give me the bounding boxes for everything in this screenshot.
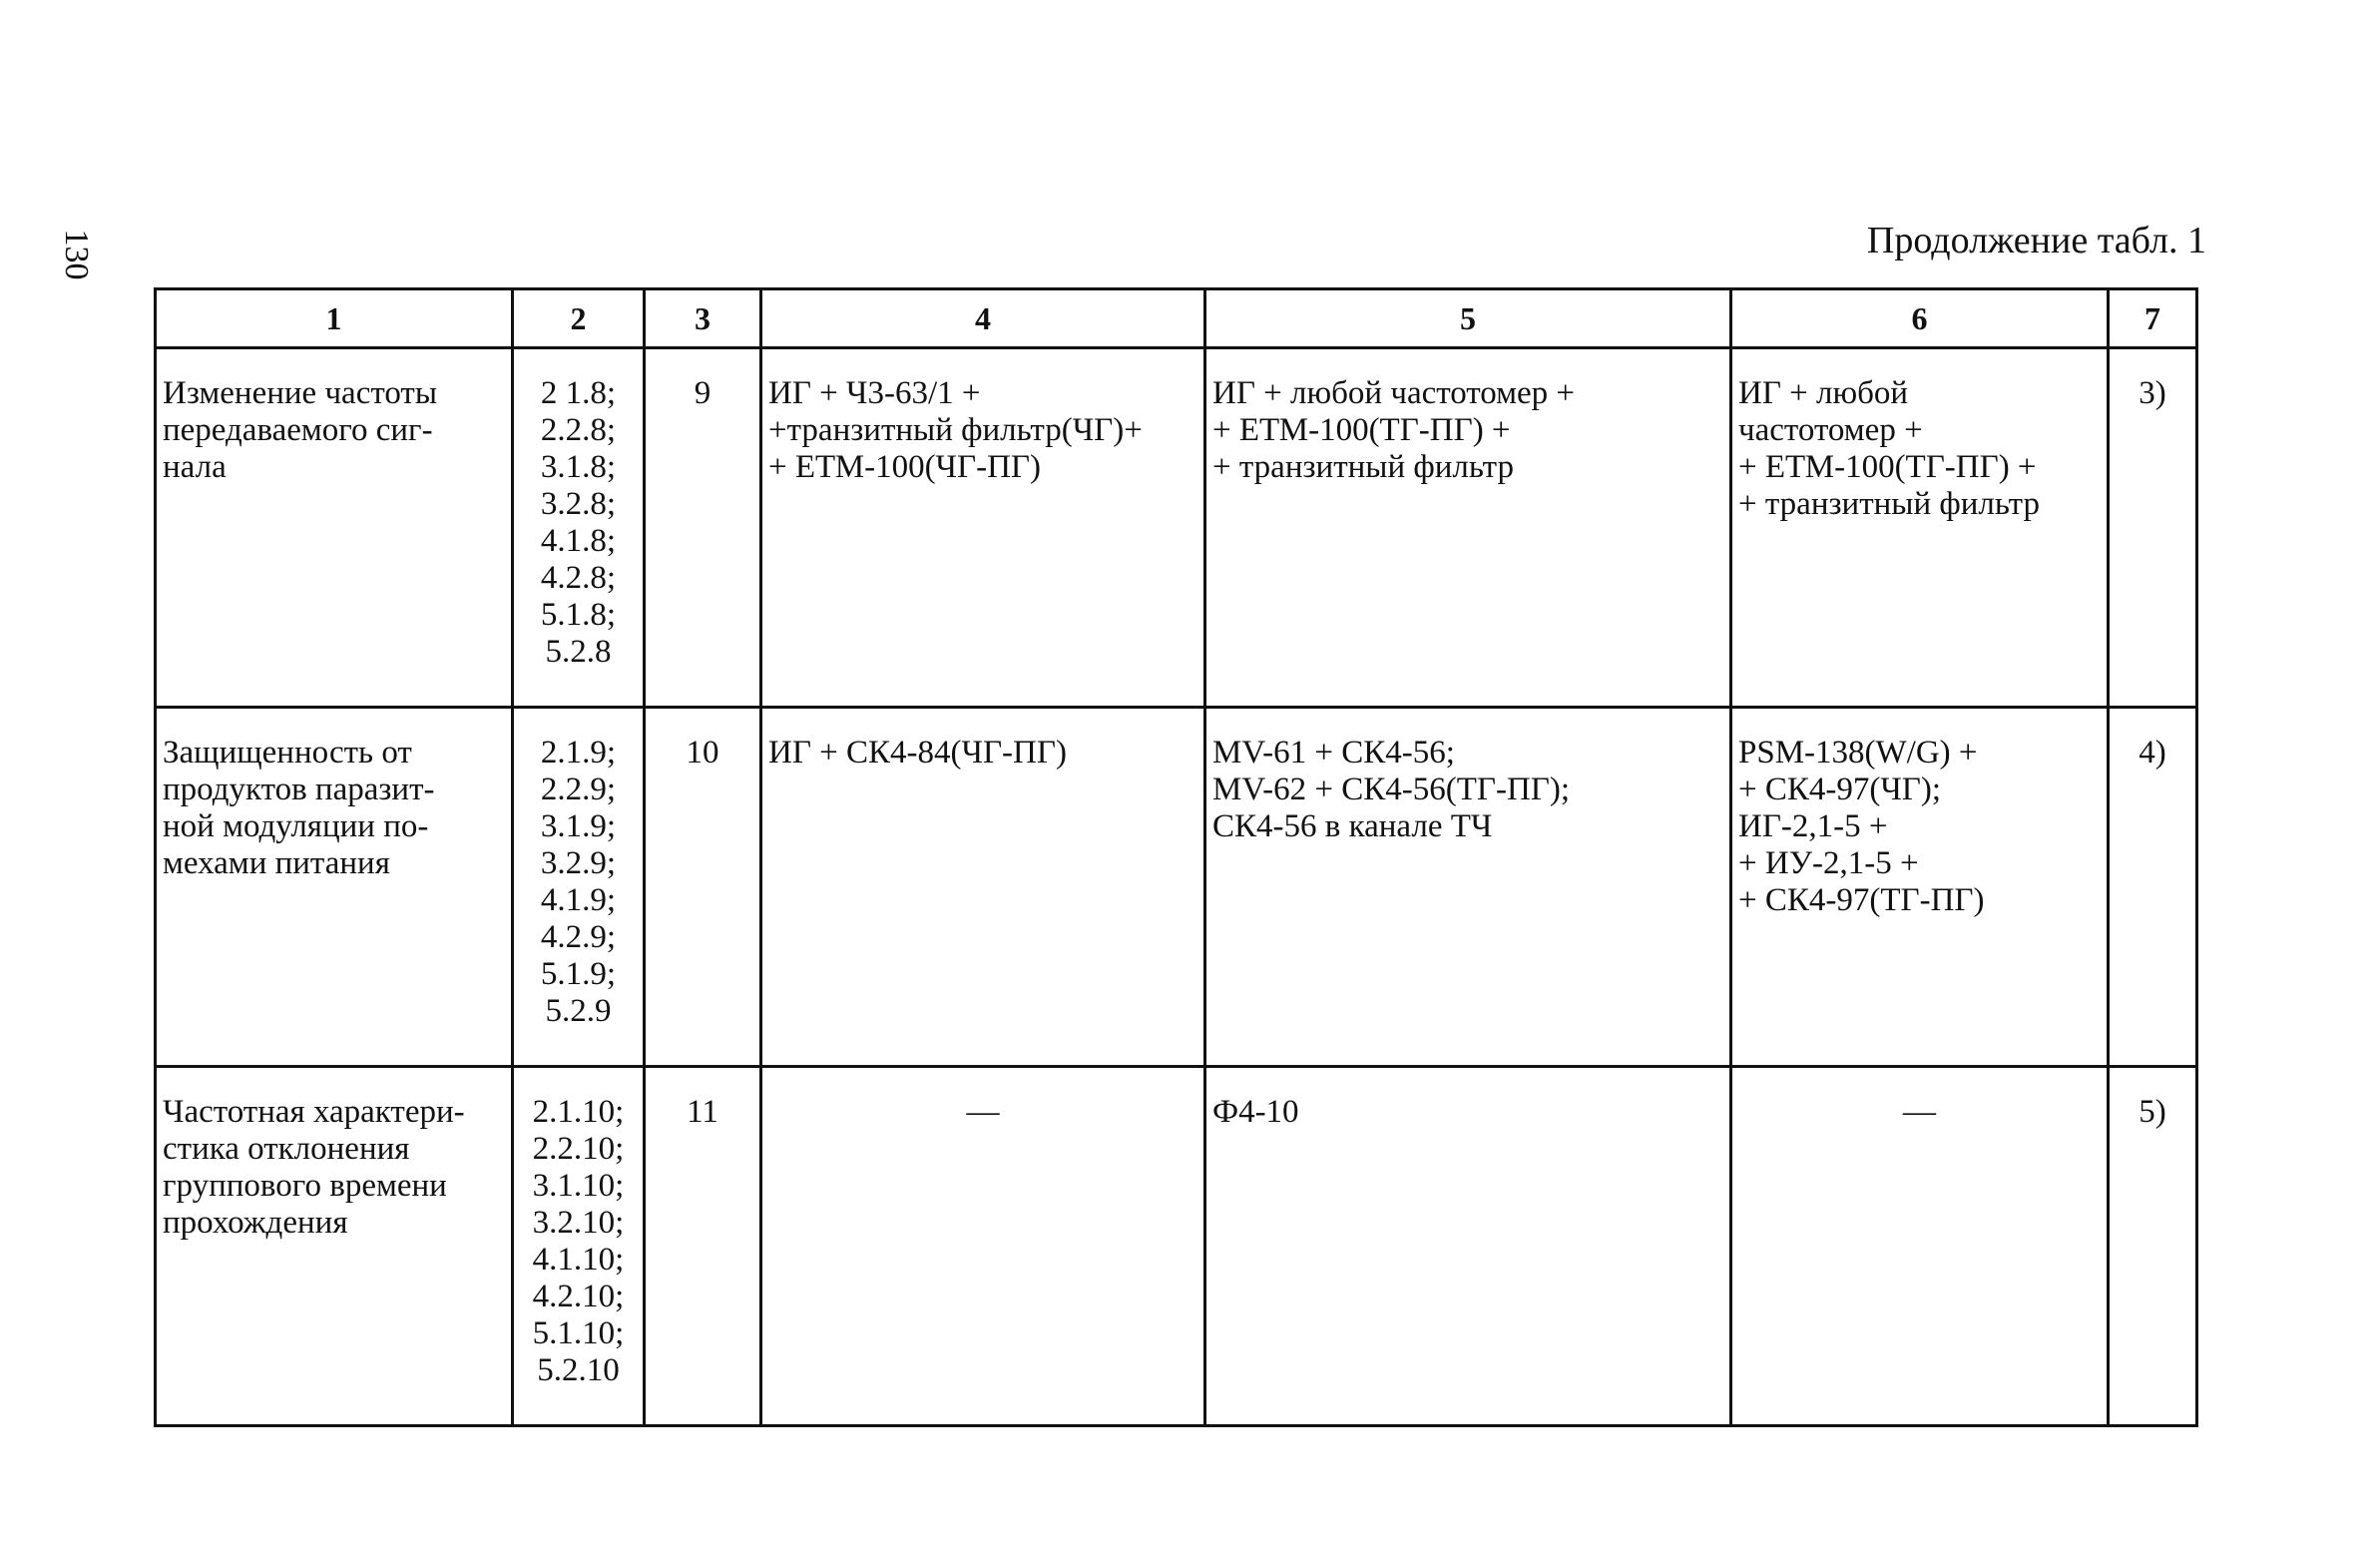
equipment-col4-cell: — xyxy=(966,1094,1000,1130)
column-header: 7 xyxy=(2109,289,2197,348)
table-continuation-caption: Продолжение табл. 1 xyxy=(1866,220,2206,261)
equipment-col4-cell: ИГ + СК4-84(ЧГ-ПГ) xyxy=(768,735,1067,771)
note-cell: 5) xyxy=(2139,1094,2166,1130)
parameter-cell: Защищенность от продуктов паразит- ной модуляции по- мехами питания xyxy=(163,735,435,881)
clauses-cell: 2.1.9; 2.2.9; 3.1.9; 3.2.9; 4.1.9; 4.2.9; 5.1.9; 5.2.9 xyxy=(540,735,617,1029)
equipment-col5-cell: ИГ + любой частотомер + + ЕТМ-100(ТГ-ПГ) + + транзитный фильтр xyxy=(1212,375,1576,485)
equipment-col5-cell: MV-61 + СК4-56; MV-62 + СК4-56(ТГ-ПГ); СК4-56 в канале ТЧ xyxy=(1212,735,1571,844)
equipment-col6-cell: ИГ + любой частотомер + + ЕТМ-100(ТГ-ПГ) + + транзитный фильтр xyxy=(1738,375,2040,522)
clauses-cell: 2.1.10; 2.2.10; 3.1.10; 3.2.10; 4.1.10; 4.2.10; 5.1.10; 5.2.10 xyxy=(532,1094,625,1388)
number-cell: 9 xyxy=(694,375,712,411)
equipment-table xyxy=(154,287,2198,1427)
column-header: 3 xyxy=(645,289,761,348)
equipment-col6-cell: PSM-138(W/G) + + СК4-97(ЧГ); ИГ-2,1-5 + + ИУ-2,1-5 + + СК4-97(ТГ-ПГ) xyxy=(1738,735,1985,918)
table-row xyxy=(156,348,2197,708)
table-row xyxy=(156,708,2197,1067)
column-header: 6 xyxy=(1731,289,2109,348)
parameter-cell: Частотная характери- стика отклонения группового времени прохождения xyxy=(163,1094,465,1241)
equipment-col5-cell: Ф4-10 xyxy=(1212,1094,1299,1130)
equipment-col6-cell: — xyxy=(1903,1094,1936,1130)
column-header: 1 xyxy=(156,289,513,348)
column-header: 4 xyxy=(761,289,1205,348)
equipment-col4-cell: ИГ + Ч3-63/1 + +транзитный фильтр(ЧГ)+ + ЕТМ-100(ЧГ-ПГ) xyxy=(768,375,1143,485)
column-header: 2 xyxy=(513,289,645,348)
parameter-cell: Изменение частоты передаваемого сиг- нала xyxy=(163,375,437,485)
number-cell: 10 xyxy=(686,735,719,771)
table-row xyxy=(156,1067,2197,1426)
table-header-row xyxy=(156,289,2197,348)
page-number: 130 xyxy=(58,229,95,280)
number-cell: 11 xyxy=(687,1094,718,1130)
clauses-cell: 2 1.8; 2.2.8; 3.1.8; 3.2.8; 4.1.8; 4.2.8; 5.1.8; 5.2.8 xyxy=(540,375,617,670)
note-cell: 4) xyxy=(2139,735,2166,771)
note-cell: 3) xyxy=(2139,375,2166,411)
column-header: 5 xyxy=(1205,289,1731,348)
